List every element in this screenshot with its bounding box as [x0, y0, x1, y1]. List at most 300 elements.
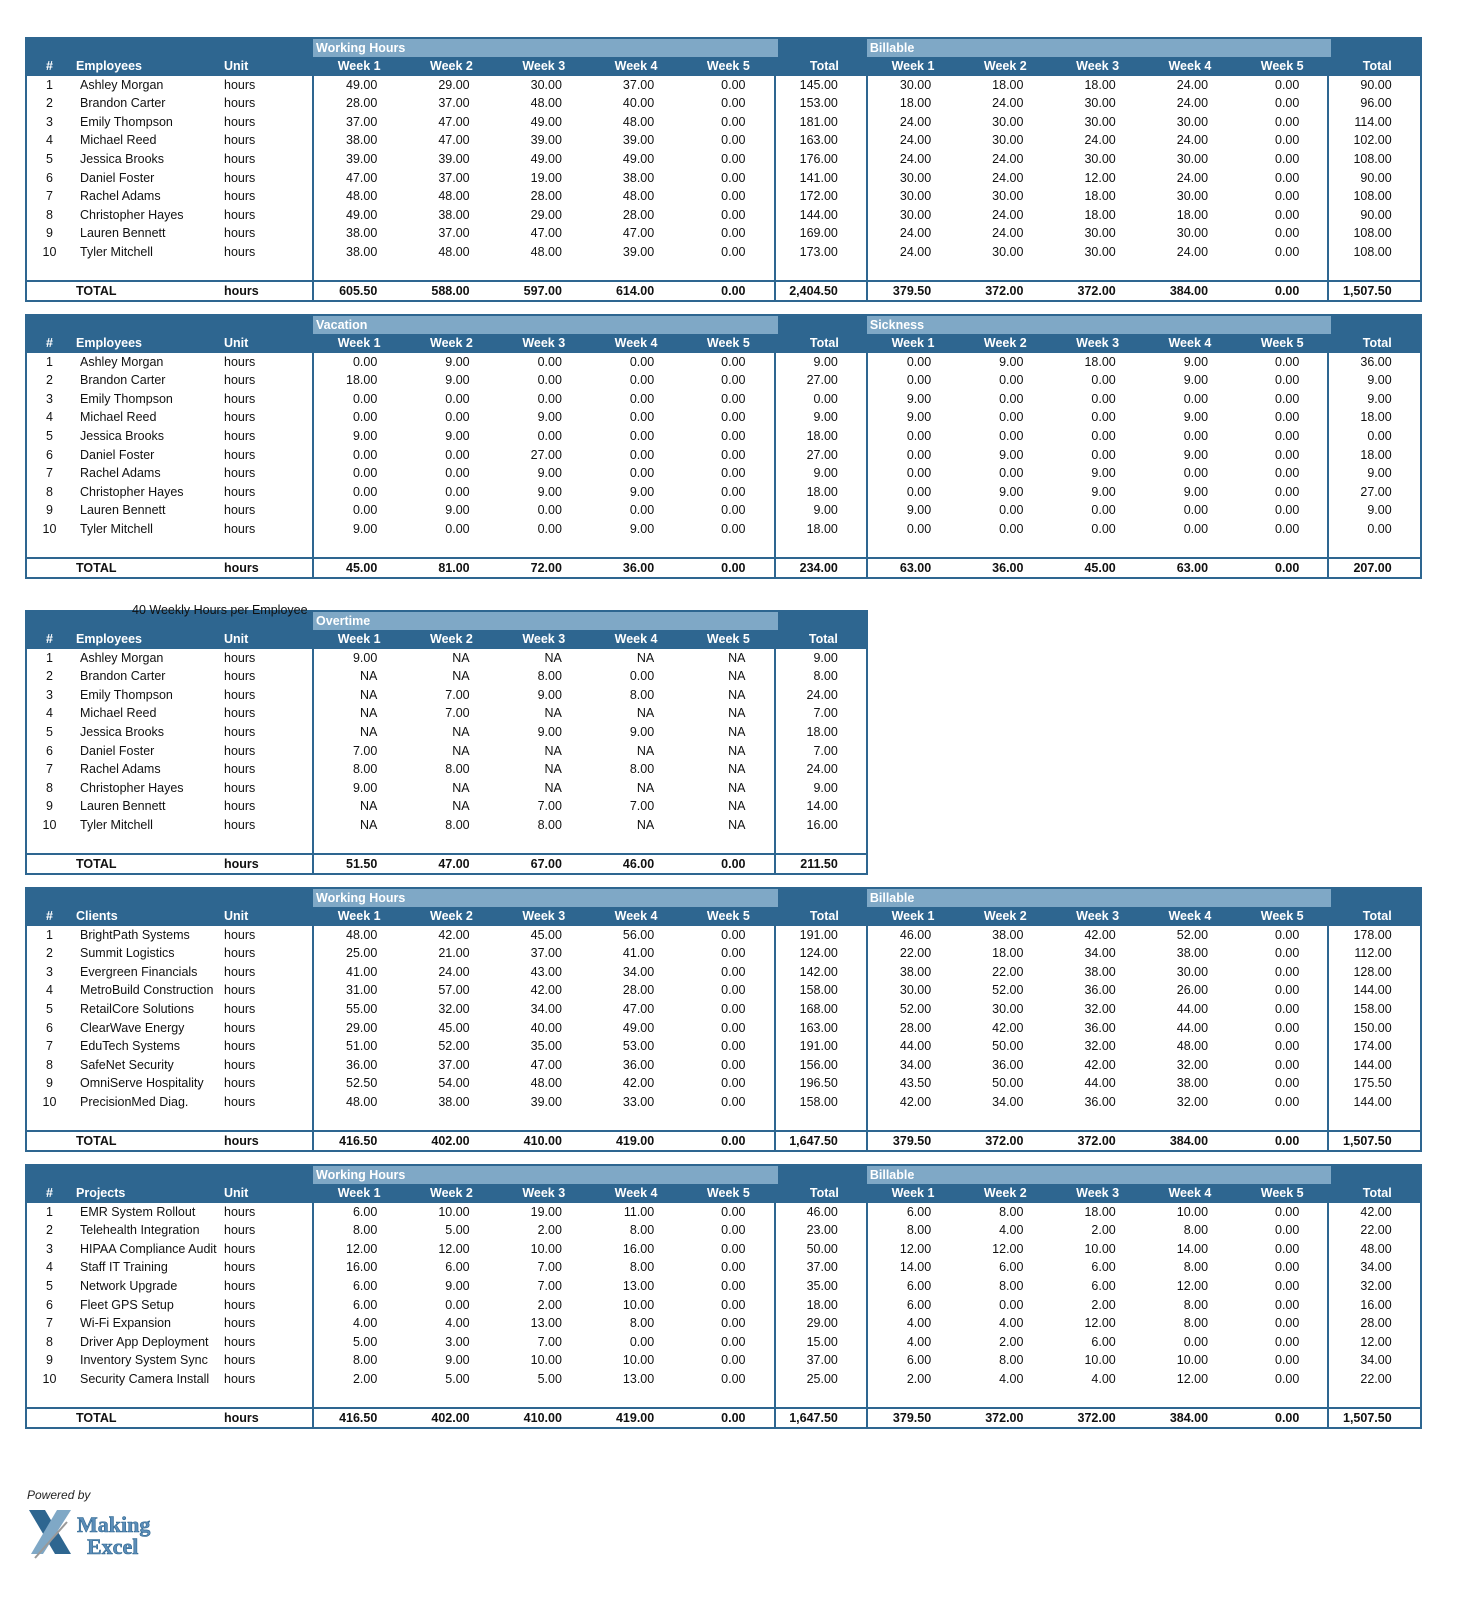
- row-total-value: 9.00: [775, 779, 867, 798]
- col-header-week: Week 3: [1051, 907, 1143, 926]
- band-spacer: [26, 1165, 313, 1184]
- col-header-week: Week 5: [1236, 907, 1328, 926]
- week-value: 34.00: [992, 1094, 1024, 1109]
- row-number: 6: [46, 1020, 53, 1035]
- totals-unit: hours: [220, 1131, 313, 1152]
- week-value: 6.00: [445, 1260, 470, 1275]
- col-header-week: Week 2: [959, 57, 1051, 76]
- row-total-value: 175.50: [1328, 1074, 1420, 1093]
- row-number: 6: [46, 743, 53, 758]
- week-value: 0.00: [999, 391, 1024, 406]
- week-value: 0.00: [629, 503, 655, 518]
- week-value: 37.00: [622, 77, 655, 92]
- week-total-value: 0.00: [1236, 558, 1328, 579]
- week-value: 39.00: [530, 1094, 562, 1109]
- spacer-cell: [775, 262, 867, 281]
- table-row: [26, 1240, 1421, 1259]
- week-value: 12.00: [1176, 1371, 1209, 1386]
- table-row: [26, 1037, 1421, 1056]
- week-value: 0.00: [537, 428, 562, 443]
- row-unit: hours: [224, 780, 256, 795]
- week-value: 4.00: [445, 1316, 470, 1331]
- week-value: 8.00: [629, 762, 655, 777]
- week-value: 10.00: [530, 1241, 562, 1256]
- spacer-cell: [590, 835, 682, 854]
- week-value: NA: [728, 799, 746, 814]
- col-header-week: Week 3: [498, 907, 590, 926]
- week-value: 0.00: [1275, 410, 1300, 425]
- week-value: NA: [313, 667, 405, 686]
- week-value: NA: [728, 743, 746, 758]
- week-value: 6.00: [999, 1260, 1024, 1275]
- week-value: 6.00: [867, 1296, 959, 1315]
- week-value: NA: [728, 817, 746, 832]
- col-header-name: Employees: [72, 57, 220, 76]
- week-value: 8.00: [1183, 1223, 1209, 1238]
- week-value: 0.00: [721, 1204, 746, 1219]
- logo-text-line1: Making: [77, 1512, 151, 1537]
- week-total-value: 0.00: [682, 1408, 774, 1429]
- week-value: 47.00: [622, 1001, 655, 1016]
- spacer-cell: [682, 1389, 774, 1408]
- week-value: 24.00: [992, 170, 1024, 185]
- row-unit: hours: [224, 817, 256, 832]
- row-number: 3: [46, 391, 53, 406]
- week-value: 0.00: [721, 1057, 746, 1072]
- col-header-week: Week 1: [313, 334, 405, 353]
- spacer-row: [26, 835, 867, 854]
- row-name: HIPAA Compliance Audit: [80, 1241, 217, 1256]
- row-name: Jessica Brooks: [80, 428, 165, 443]
- col-header-week: Week 5: [682, 1184, 774, 1203]
- col-header-total: Total: [1328, 1184, 1420, 1203]
- week-value: 2.00: [867, 1370, 959, 1389]
- row-total-value: 9.00: [775, 408, 867, 427]
- row-number: 9: [46, 799, 53, 814]
- week-value: 0.00: [721, 373, 746, 388]
- week-value: 0.00: [1275, 428, 1300, 443]
- col-header-unit: Unit: [220, 630, 313, 649]
- week-value: 36.00: [1084, 1020, 1116, 1035]
- col-header-week: Week 4: [1144, 1184, 1236, 1203]
- col-header-week: Week 3: [498, 630, 590, 649]
- week-value: 0.00: [721, 410, 746, 425]
- col-header-week: Week 4: [1144, 334, 1236, 353]
- row-total-value: 142.00: [775, 963, 867, 982]
- week-value: 0.00: [867, 446, 959, 465]
- spacer-cell: [1051, 1112, 1143, 1131]
- header-row: [26, 57, 1421, 76]
- spacer-cell: [775, 1389, 867, 1408]
- week-value: 4.00: [999, 1316, 1024, 1331]
- week-value: 21.00: [438, 946, 470, 961]
- row-unit: hours: [224, 151, 256, 166]
- col-header-week: Week 4: [590, 57, 682, 76]
- row-number: 6: [46, 447, 53, 462]
- week-value: NA: [544, 743, 562, 758]
- week-value: 12.00: [313, 1240, 405, 1259]
- row-total-value: 196.50: [775, 1074, 867, 1093]
- spacer-cell: [959, 1389, 1051, 1408]
- week-value: 0.00: [1091, 447, 1116, 462]
- row-unit: hours: [224, 226, 256, 241]
- table-row: [26, 520, 1421, 539]
- week-value: 38.00: [1176, 1076, 1209, 1091]
- row-total-value: 141.00: [775, 169, 867, 188]
- week-value: 49.00: [622, 1020, 655, 1035]
- row-total-value: 178.00: [1328, 926, 1420, 945]
- week-value: 9.00: [629, 521, 655, 536]
- row-total-value: 108.00: [1328, 187, 1420, 206]
- table-row: [26, 150, 1421, 169]
- spacer-cell: [867, 1112, 959, 1131]
- week-value: 0.00: [1275, 1316, 1300, 1331]
- week-total-value: 379.50: [867, 281, 959, 302]
- spacer-cell: [1144, 1389, 1236, 1408]
- week-value: 46.00: [867, 926, 959, 945]
- week-value: 4.00: [313, 1314, 405, 1333]
- week-value: 49.00: [622, 151, 655, 166]
- row-name: Rachel Adams: [80, 466, 161, 481]
- week-value: 18.00: [992, 946, 1024, 961]
- week-value: 36.00: [1084, 1094, 1116, 1109]
- making-excel-logo-icon: [27, 1502, 177, 1564]
- week-value: 0.00: [445, 391, 470, 406]
- group-band-row: [26, 38, 1421, 57]
- week-value: 0.00: [1275, 964, 1300, 979]
- row-total-value: 18.00: [1328, 408, 1420, 427]
- week-value: 0.00: [721, 466, 746, 481]
- week-value: 0.00: [999, 503, 1024, 518]
- row-unit: hours: [224, 1223, 256, 1238]
- col-header-week: Week 4: [1144, 57, 1236, 76]
- weekly-hours-note: 40 Weekly Hours per Employee: [132, 603, 308, 617]
- row-number: 9: [46, 1353, 53, 1368]
- row-total-value: 18.00: [1328, 446, 1420, 465]
- row-total-value: 144.00: [1328, 981, 1420, 1000]
- spacer-cell: [498, 1389, 590, 1408]
- week-value: 49.00: [313, 206, 405, 225]
- row-unit: hours: [224, 669, 256, 684]
- row-total-value: 48.00: [1328, 1240, 1420, 1259]
- week-value: 52.00: [438, 1039, 470, 1054]
- row-total-value: 9.00: [775, 501, 867, 520]
- week-value: 49.00: [313, 76, 405, 95]
- totals-label: TOTAL: [72, 854, 220, 875]
- week-total-value: 46.00: [590, 854, 682, 875]
- week-value: 30.00: [867, 981, 959, 1000]
- spacer-cell: [1236, 539, 1328, 558]
- row-total-value: 191.00: [775, 926, 867, 945]
- week-total-value: 63.00: [867, 558, 959, 579]
- row-total-value: 46.00: [775, 1203, 867, 1222]
- spacer-cell: [26, 539, 313, 558]
- week-value: 2.00: [1091, 1297, 1116, 1312]
- week-value: 9.00: [445, 428, 470, 443]
- week-value: 0.00: [721, 354, 746, 369]
- col-header-total: Total: [1328, 907, 1420, 926]
- week-value: 34.00: [622, 964, 655, 979]
- row-unit: hours: [224, 1241, 256, 1256]
- row-number: 2: [46, 373, 53, 388]
- week-value: 48.00: [313, 1093, 405, 1112]
- col-header-week: Week 1: [867, 57, 959, 76]
- week-total-value: 0.00: [1236, 1408, 1328, 1429]
- week-value: 18.00: [992, 77, 1024, 92]
- week-value: 0.00: [1275, 151, 1300, 166]
- row-name: Summit Logistics: [80, 946, 175, 961]
- row-total-value: 14.00: [775, 797, 867, 816]
- table-row: [26, 390, 1421, 409]
- col-header-number: #: [26, 1184, 72, 1203]
- week-value: 8.00: [1183, 1297, 1209, 1312]
- row-name: Brandon Carter: [80, 96, 166, 111]
- week-value: 28.00: [313, 94, 405, 113]
- col-header-week: Week 5: [682, 57, 774, 76]
- week-value: 0.00: [721, 1371, 746, 1386]
- col-header-total: Total: [775, 907, 867, 926]
- week-value: 0.00: [1275, 1223, 1300, 1238]
- week-value: 38.00: [1084, 964, 1116, 979]
- col-header-total: Total: [775, 630, 867, 649]
- row-number: 6: [46, 1297, 53, 1312]
- col-header-week: Week 5: [682, 907, 774, 926]
- grand-total-value: 1,647.50: [775, 1131, 867, 1152]
- table-row: [26, 944, 1421, 963]
- week-value: 30.00: [1084, 96, 1116, 111]
- week-value: 37.00: [530, 946, 562, 961]
- row-total-value: 9.00: [1328, 501, 1420, 520]
- week-value: 6.00: [1091, 1260, 1116, 1275]
- totals-spacer: [26, 854, 72, 875]
- week-value: 6.00: [1091, 1278, 1116, 1293]
- week-value: 8.00: [313, 760, 405, 779]
- week-value: 0.00: [1091, 391, 1116, 406]
- row-unit: hours: [224, 428, 256, 443]
- week-value: 9.00: [999, 484, 1024, 499]
- row-total-value: 176.00: [775, 150, 867, 169]
- week-value: 0.00: [721, 151, 746, 166]
- week-value: 0.00: [629, 466, 655, 481]
- table-row: [26, 1258, 1421, 1277]
- table-row: [26, 1351, 1421, 1370]
- row-unit: hours: [224, 466, 256, 481]
- week-value: 12.00: [1084, 170, 1116, 185]
- week-total-value: 0.00: [682, 1131, 774, 1152]
- week-value: 6.00: [867, 1351, 959, 1370]
- week-value: 0.00: [721, 983, 746, 998]
- week-value: 8.00: [445, 762, 470, 777]
- week-value: 37.00: [438, 226, 470, 241]
- week-value: 0.00: [999, 373, 1024, 388]
- row-name: Inventory System Sync: [80, 1353, 208, 1368]
- row-total-value: 158.00: [775, 1093, 867, 1112]
- table-row: [26, 742, 867, 761]
- week-value: 18.00: [867, 94, 959, 113]
- row-number: 7: [46, 762, 53, 777]
- totals-label: TOTAL: [72, 1131, 220, 1152]
- spacer-cell: [959, 539, 1051, 558]
- week-value: 44.00: [1084, 1076, 1116, 1091]
- totals-row: [26, 281, 1421, 302]
- row-total-value: 102.00: [1328, 131, 1420, 150]
- week-value: 39.00: [622, 133, 655, 148]
- week-value: 0.00: [1275, 1278, 1300, 1293]
- row-name: Wi-Fi Expansion: [80, 1316, 171, 1331]
- row-total-value: 28.00: [1328, 1314, 1420, 1333]
- week-value: 51.00: [313, 1037, 405, 1056]
- col-header-week: Week 3: [1051, 1184, 1143, 1203]
- row-name: Christopher Hayes: [80, 780, 184, 795]
- table-row: [26, 1296, 1421, 1315]
- week-value: 32.00: [1176, 1057, 1209, 1072]
- grand-total-value: 1,507.50: [1328, 1131, 1420, 1152]
- week-value: 0.00: [1275, 226, 1300, 241]
- week-value: 0.00: [721, 1297, 746, 1312]
- group-label: Billable: [867, 1166, 1332, 1184]
- week-value: 7.00: [537, 1278, 562, 1293]
- week-value: 0.00: [867, 427, 959, 446]
- row-name: Lauren Bennett: [80, 799, 166, 814]
- week-value: 10.00: [622, 1297, 655, 1312]
- week-value: 30.00: [867, 76, 959, 95]
- week-value: 0.00: [721, 1278, 746, 1293]
- row-name: OmniServe Hospitality: [80, 1076, 204, 1091]
- footer-logo: [27, 1488, 177, 1567]
- week-value: NA: [544, 780, 562, 795]
- week-value: 9.00: [445, 1278, 470, 1293]
- powered-by-label: Powered by: [27, 1488, 91, 1502]
- week-value: 19.00: [530, 1204, 562, 1219]
- week-value: 9.00: [1183, 354, 1209, 369]
- week-value: NA: [313, 686, 405, 705]
- data-table: [25, 1164, 1422, 1429]
- row-unit: hours: [224, 114, 256, 129]
- row-unit: hours: [224, 1039, 256, 1054]
- row-unit: hours: [224, 1260, 256, 1275]
- spacer-cell: [1236, 1112, 1328, 1131]
- table-row: [26, 649, 867, 668]
- col-header-total: Total: [1328, 334, 1420, 353]
- row-number: 5: [46, 724, 53, 739]
- row-total-value: 7.00: [775, 742, 867, 761]
- week-total-value: 605.50: [313, 281, 405, 302]
- week-value: 0.00: [537, 354, 562, 369]
- group-label: Billable: [867, 889, 1332, 907]
- row-total-value: 37.00: [775, 1351, 867, 1370]
- row-total-value: 174.00: [1328, 1037, 1420, 1056]
- week-value: 0.00: [1275, 946, 1300, 961]
- row-total-value: 0.00: [1328, 427, 1420, 446]
- row-number: 8: [46, 1334, 53, 1349]
- week-value: 9.00: [1183, 447, 1209, 462]
- week-value: 4.00: [999, 1223, 1024, 1238]
- row-total-value: 124.00: [775, 944, 867, 963]
- table-row: [26, 926, 1421, 945]
- row-name: Fleet GPS Setup: [80, 1297, 174, 1312]
- row-name: Emily Thompson: [80, 391, 173, 406]
- row-name: Driver App Deployment: [80, 1334, 209, 1349]
- week-value: 0.00: [721, 1001, 746, 1016]
- week-value: 0.00: [313, 353, 405, 372]
- col-header-week: Week 4: [590, 1184, 682, 1203]
- row-name: Rachel Adams: [80, 762, 161, 777]
- week-value: 48.00: [530, 244, 562, 259]
- row-name: EduTech Systems: [80, 1039, 181, 1054]
- week-value: 8.00: [867, 1221, 959, 1240]
- row-name: SafeNet Security: [80, 1057, 174, 1072]
- week-value: 39.00: [622, 244, 655, 259]
- week-value: 24.00: [1176, 77, 1209, 92]
- row-number: 10: [42, 1094, 57, 1109]
- row-total-value: 128.00: [1328, 963, 1420, 982]
- week-value: 0.00: [445, 447, 470, 462]
- week-value: 9.00: [537, 466, 562, 481]
- week-value: NA: [452, 780, 470, 795]
- week-value: 0.00: [721, 1039, 746, 1054]
- week-total-value: 419.00: [590, 1131, 682, 1152]
- week-value: 0.00: [1275, 354, 1300, 369]
- week-value: 19.00: [530, 170, 562, 185]
- col-header-week: Week 5: [1236, 334, 1328, 353]
- week-value: 9.00: [313, 649, 405, 668]
- week-value: 24.00: [867, 224, 959, 243]
- week-total-value: 45.00: [313, 558, 405, 579]
- spacer-cell: [590, 262, 682, 281]
- row-name: Tyler Mitchell: [80, 521, 153, 536]
- week-value: 53.00: [622, 1039, 655, 1054]
- week-value: 44.00: [1176, 1001, 1209, 1016]
- header-row: [26, 907, 1421, 926]
- row-total-value: 112.00: [1328, 944, 1420, 963]
- spacer-cell: [959, 262, 1051, 281]
- week-value: 0.00: [721, 1260, 746, 1275]
- col-header-total: Total: [775, 57, 867, 76]
- week-total-value: 372.00: [1051, 281, 1143, 302]
- row-unit: hours: [224, 1001, 256, 1016]
- table-row: [26, 94, 1421, 113]
- week-value: 42.00: [1084, 927, 1116, 942]
- header-row: [26, 1184, 1421, 1203]
- row-unit: hours: [224, 1297, 256, 1312]
- table-row: [26, 224, 1421, 243]
- table-row: [26, 446, 1421, 465]
- week-value: 16.00: [622, 1241, 655, 1256]
- col-header-name: Clients: [72, 907, 220, 926]
- group-band-cell: [313, 611, 867, 630]
- week-total-value: 81.00: [405, 558, 497, 579]
- row-total-value: 22.00: [1328, 1221, 1420, 1240]
- col-header-week: Week 2: [405, 630, 497, 649]
- week-value: 48.00: [622, 114, 655, 129]
- group-band-cell: [867, 1165, 1421, 1184]
- week-value: NA: [636, 743, 655, 758]
- week-total-value: 372.00: [959, 1408, 1051, 1429]
- col-header-week: Week 4: [1144, 907, 1236, 926]
- week-value: 22.00: [867, 944, 959, 963]
- week-value: 37.00: [313, 113, 405, 132]
- row-name: Michael Reed: [80, 706, 157, 721]
- table-row: [26, 1277, 1421, 1296]
- week-value: 6.00: [1091, 1334, 1116, 1349]
- week-value: 41.00: [313, 963, 405, 982]
- col-header-week: Week 1: [867, 334, 959, 353]
- col-header-week: Week 1: [313, 907, 405, 926]
- week-value: 30.00: [1176, 189, 1209, 204]
- spacer-cell: [590, 1389, 682, 1408]
- spacer-cell: [498, 539, 590, 558]
- week-value: 0.00: [537, 503, 562, 518]
